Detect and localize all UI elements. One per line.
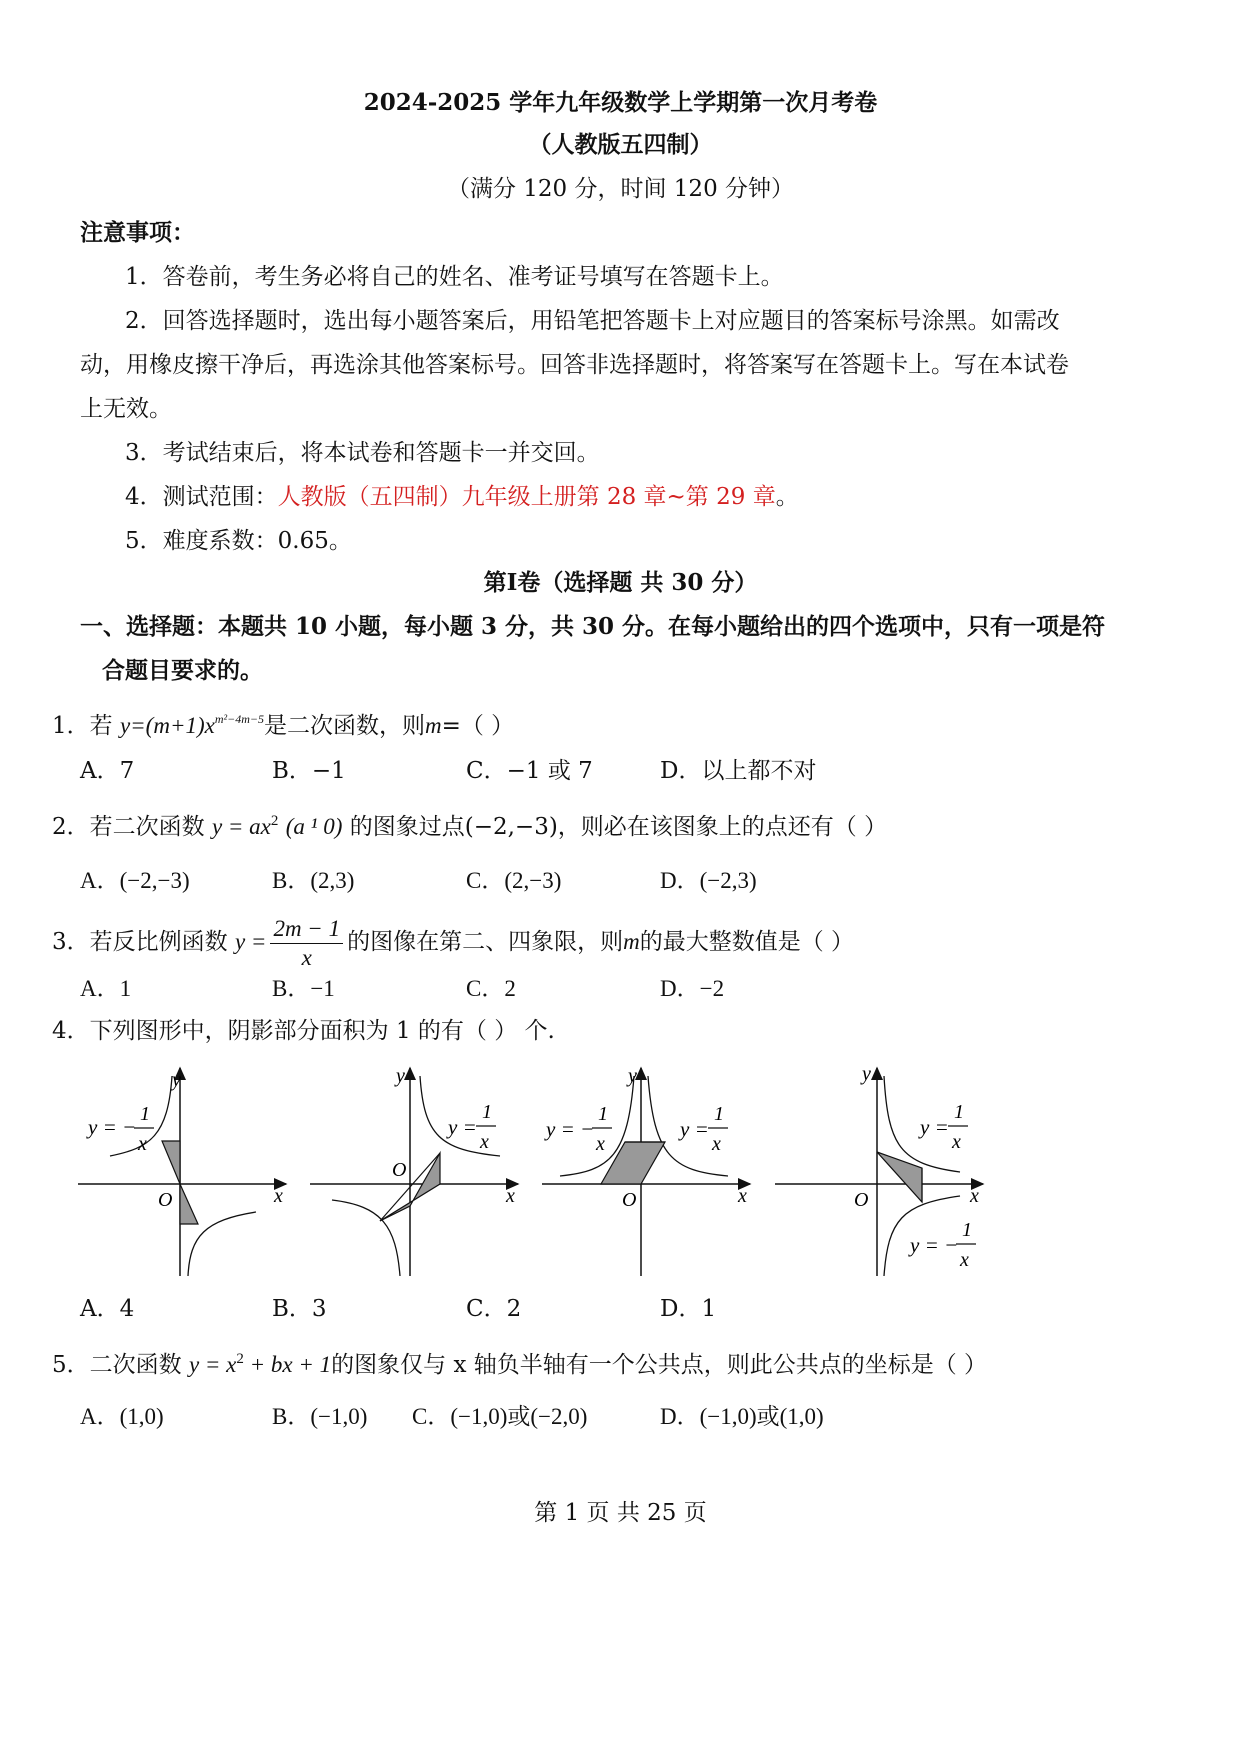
question-text: 的图象仅与 x 轴负半轴有一个公共点，则此公共点的坐标是（ ） xyxy=(331,1352,988,1378)
question-5 xyxy=(52,1344,987,1380)
q5-option-a[interactable]: A．(1,0) xyxy=(80,1404,164,1429)
question-text: 的图象过点(−2,−3)，则必在该图象上的点还有（ ） xyxy=(349,814,888,840)
q4-option-b[interactable]: B．3 xyxy=(272,1296,327,1322)
equation-label: y = xyxy=(920,1115,949,1139)
fraction-denominator: x xyxy=(952,1131,961,1153)
fraction-denominator: x xyxy=(138,1133,147,1155)
q4-graphs xyxy=(0,1056,1241,1296)
axis-y-label: y xyxy=(172,1069,181,1091)
equation-label: y = − xyxy=(910,1233,959,1257)
equation-label: y = xyxy=(448,1115,477,1139)
equation-label: y = − xyxy=(546,1117,595,1141)
notice-item-1: 1．答卷前，考生务必将自己的姓名、准考证号填写在答题卡上。 xyxy=(125,264,784,290)
q2-option-c[interactable]: C．(2,−3) xyxy=(466,868,562,893)
page-footer: 第 1 页 共 25 页 xyxy=(534,1500,707,1526)
question-3 xyxy=(52,912,854,972)
q5-option-d[interactable]: D．(−1,0)或(1,0) xyxy=(660,1404,824,1429)
axis-y-label: y xyxy=(862,1063,871,1085)
question-text: 的最大整数值是（ ） xyxy=(639,929,855,955)
axis-x-label: x xyxy=(970,1185,979,1207)
question-text: =（ ） xyxy=(441,713,515,739)
question-number: 2． xyxy=(52,814,90,840)
axis-y-label: y xyxy=(396,1065,405,1087)
variable: m xyxy=(424,713,442,738)
question-text: 下列图形中，阴影部分面积为 1 的有（ ） 个. xyxy=(89,1018,555,1044)
q4-option-a[interactable]: A．4 xyxy=(80,1296,135,1322)
question-text: 是二次函数，则 xyxy=(263,713,425,739)
q5-option-c[interactable]: C．(−1,0)或(−2,0) xyxy=(412,1404,588,1429)
formula: y=(m+1)x xyxy=(119,713,215,738)
fraction-denominator: x xyxy=(480,1131,489,1153)
q3-option-a[interactable]: A．1 xyxy=(80,976,132,1001)
question-1 xyxy=(52,704,514,741)
variable: m xyxy=(623,929,640,954)
equation-label: y = − xyxy=(88,1115,137,1139)
question-text: 若 xyxy=(89,713,120,739)
question-number: 1． xyxy=(52,713,90,739)
fraction-numerator: 1 xyxy=(954,1101,964,1123)
fraction-denominator: x xyxy=(596,1133,605,1155)
notice-item-5: 5．难度系数：0.65。 xyxy=(125,528,352,554)
notice-item-2-end: 上无效。 xyxy=(80,396,172,422)
question-number: 4． xyxy=(52,1018,90,1044)
origin-label: O xyxy=(854,1189,869,1211)
q1-option-a[interactable]: A．7 xyxy=(80,758,135,784)
graph-3 xyxy=(542,1065,750,1276)
notice-item-4-suffix: 。 xyxy=(775,484,799,510)
notice-item-2: 2．回答选择题时，选出每小题答案后，用铅笔把答题卡上对应题目的答案标号涂黑。如需改 xyxy=(125,308,1060,334)
axis-y-label: y xyxy=(628,1065,637,1087)
formula-condition: (a ¹ 0) xyxy=(285,814,343,839)
exam-subtitle: （人教版五四制） xyxy=(528,131,713,158)
formula: y = x xyxy=(188,1352,237,1377)
q1-option-b[interactable]: B．−1 xyxy=(272,758,346,784)
fraction-numerator: 1 xyxy=(962,1219,972,1241)
axis-x-label: x xyxy=(738,1185,747,1207)
fraction-numerator: 1 xyxy=(598,1103,608,1125)
notice-item-3: 3．考试结束后，将本试卷和答题卡一并交回。 xyxy=(125,440,600,466)
q5-option-b[interactable]: B．(−1,0) xyxy=(272,1404,368,1429)
notice-heading: 注意事项： xyxy=(80,219,195,246)
fraction-numerator: 1 xyxy=(482,1101,492,1123)
origin-label: O xyxy=(392,1159,407,1181)
notice-item-2-cont: 动，用橡皮擦干净后，再选涂其他答案标号。回答非选择题时，将答案写在答题卡上。写在本试卷 xyxy=(80,352,1069,378)
q1-option-c[interactable]: C．−1 或 7 xyxy=(466,758,593,784)
q4-option-d[interactable]: D．1 xyxy=(660,1296,717,1322)
q1-option-d[interactable]: D．以上都不对 xyxy=(660,758,817,784)
formula: y = ax xyxy=(211,814,271,839)
graph-1 xyxy=(78,1068,286,1276)
question-text: 二次函数 xyxy=(89,1352,189,1378)
q4-option-c[interactable]: C．2 xyxy=(466,1296,522,1322)
question-number: 3． xyxy=(52,929,90,955)
section-instruction: 一、选择题：本题共 10 小题，每小题 3 分，共 30 分。在每小题给出的四个选项中，只有一项是符 xyxy=(80,613,1106,640)
question-text: 若反比例函数 xyxy=(89,929,228,955)
axis-x-label: x xyxy=(506,1185,515,1207)
exam-title: 2024-2025 学年九年级数学上学期第一次月考卷 xyxy=(363,89,878,116)
notice-item-4-prefix: 4．测试范围： xyxy=(125,484,278,510)
fraction-numerator: 2m − 1 xyxy=(270,915,343,944)
question-text: 的图像在第二、四象限，则 xyxy=(347,929,624,955)
fraction-numerator: 1 xyxy=(140,1103,150,1125)
fraction-denominator: x xyxy=(712,1133,721,1155)
q2-option-b[interactable]: B．(2,3) xyxy=(272,868,355,893)
test-scope: 人教版（五四制）九年级上册第 28 章~第 29 章 xyxy=(277,484,776,510)
q2-option-d[interactable]: D．(−2,3) xyxy=(660,868,757,893)
q3-option-b[interactable]: B．−1 xyxy=(272,976,335,1001)
question-number: 5． xyxy=(52,1352,90,1378)
origin-label: O xyxy=(622,1189,637,1211)
fraction-denominator: x xyxy=(301,944,312,970)
fraction-numerator: 1 xyxy=(714,1103,724,1125)
question-2 xyxy=(52,806,887,842)
equation-label: y = xyxy=(680,1117,709,1141)
formula: + bx + 1 xyxy=(243,1352,332,1377)
question-text: 若二次函数 xyxy=(89,814,212,840)
section-instruction-cont: 合题目要求的。 xyxy=(102,657,263,684)
q3-option-c[interactable]: C．2 xyxy=(466,976,516,1001)
formula-exponent: 2 xyxy=(270,813,279,829)
graph-4 xyxy=(775,1063,983,1276)
fraction-denominator: x xyxy=(960,1249,969,1271)
exam-meta: （满分 120 分，时间 120 分钟） xyxy=(446,176,795,202)
question-4 xyxy=(52,1016,555,1046)
axis-x-label: x xyxy=(274,1185,283,1207)
graph-2 xyxy=(310,1065,518,1276)
formula-exponent: 2 xyxy=(236,1351,244,1367)
notice-item-4 xyxy=(125,482,799,512)
origin-label: O xyxy=(158,1189,173,1211)
fraction xyxy=(270,915,343,972)
formula-lhs: y = xyxy=(234,929,267,954)
section-title: 第Ⅰ卷（选择题 共 30 分） xyxy=(483,569,758,596)
q3-option-d[interactable]: D．−2 xyxy=(660,976,725,1001)
formula-exponent: m²−4m−5 xyxy=(214,712,264,726)
q2-option-a[interactable]: A．(−2,−3) xyxy=(80,868,190,893)
